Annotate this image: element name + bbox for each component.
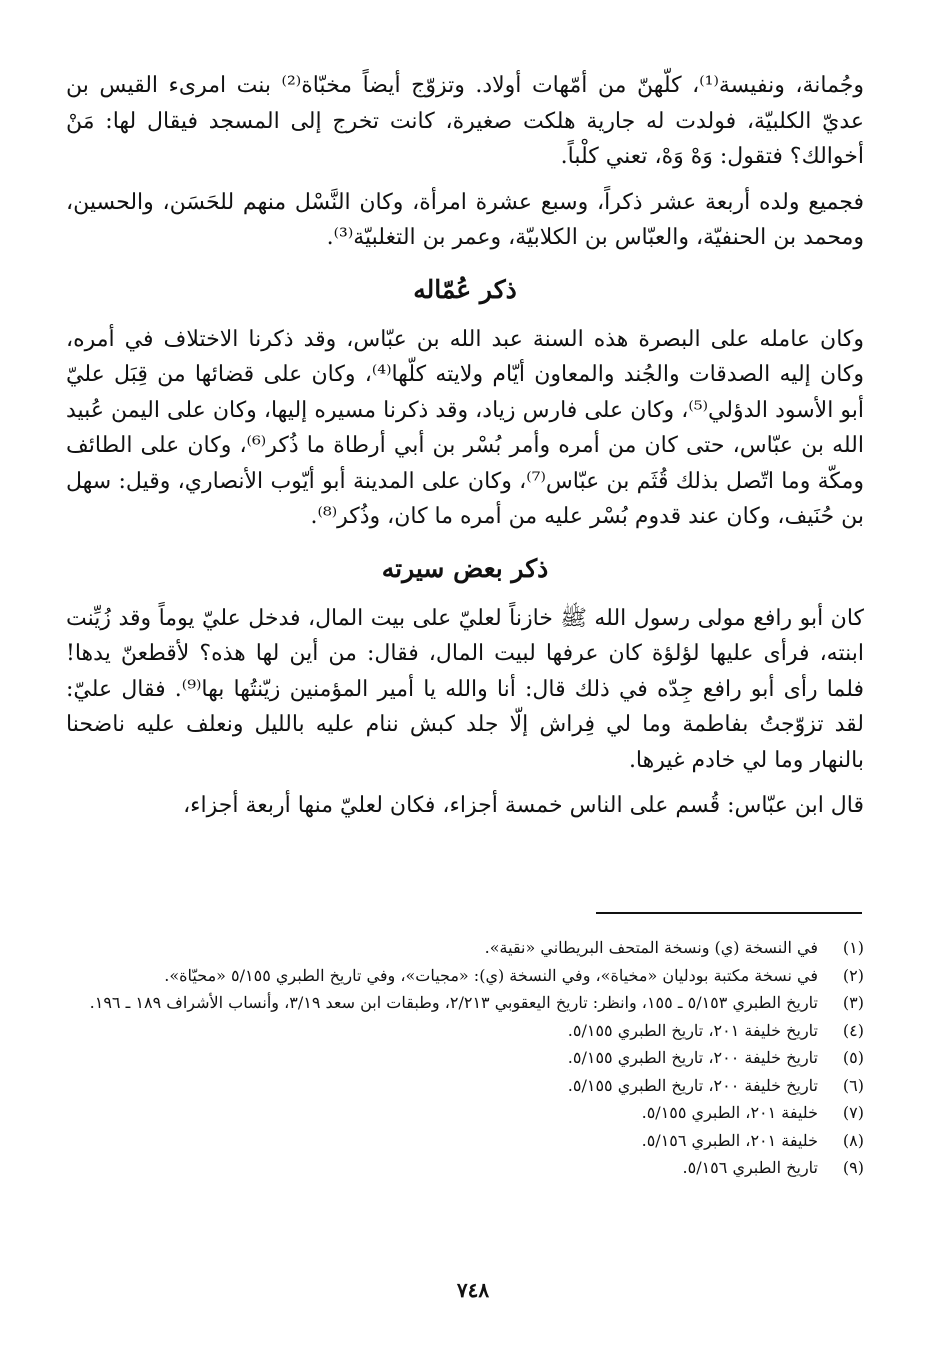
- page-number: ٧٤٨: [456, 1278, 490, 1302]
- footnote-number: (٧): [842, 1103, 864, 1122]
- footnote-item: [66, 989, 864, 1017]
- footnote-number: (٨): [842, 1130, 864, 1150]
- body-paragraph: وكان عامله على البصرة هذه السنة عبد الله بن عبّاس، وقد ذكرنا الاختلاف في أمره، وكان إليه الصدقات والجُند والمعاون أيّام ولايته كلّها⁽⁴⁾، وكان على قضائها من قِبَل عليّ أبو الأسود الدؤلي⁽⁵⁾، وكان على فارس زياد، وقد ذكرنا مسيره إليها، وكان على اليمن عُبيد الله بن عبّاس، حتى كان من أمره وأمر بُسْر بن أبي أرطاة ما ذُكر⁽⁶⁾، وكان على الطائف ومكّة وما اتّصل بذلك قُثَم بن عبّاس⁽⁷⁾، وكان على المدينة أبو أيّوب الأنصاري، وقيل: سهل بن حُنَيف، وكان عند قدوم بُسْر عليه من أمره ما كان، وذُكر⁽⁸⁾.: [66, 326, 864, 529]
- footnote-number: (٣): [842, 993, 864, 1012]
- footnote-text: تاريخ خليفة ٢٠٠، تاريخ الطبري ٥/١٥٥.: [567, 1048, 818, 1067]
- footnote-text: تاريخ خليفة ٢٠٠، تاريخ الطبري ٥/١٥٥.: [567, 1075, 818, 1095]
- footnote-item: [66, 1127, 864, 1155]
- footnote-number: (٤): [842, 1020, 864, 1040]
- section-heading-conduct: ذكر بعض سيرته: [381, 553, 549, 583]
- footnote-divider: [596, 912, 862, 914]
- footnote-text: في النسخة (ي) ونسخة المتحف البريطاني «نقية».: [484, 938, 818, 957]
- footnote-item: [66, 1017, 864, 1045]
- footnote-item: [66, 1099, 864, 1127]
- footnote-number: (٩): [842, 1158, 864, 1177]
- footnote-text: خليفة ٢٠١، الطبري ٥/١٥٦.: [641, 1130, 818, 1150]
- footnote-number: (٦): [842, 1075, 864, 1095]
- footnote-text: في نسخة مكتبة بودليان «مخياة»، وفي النسخة (ي): «مجيات»، وفي تاريخ الطبري ٥/١٥٥ «محيّاة».: [164, 965, 818, 985]
- main-text: [66, 68, 864, 824]
- footnote-text: تاريخ الطبري ٥/١٥٣ ـ ١٥٥، وانظر: تاريخ اليعقوبي ٢/٢١٣، وطبقات ابن سعد ٣/١٩، وأنساب الأشراف ١٨٩ ـ ١٩٦.: [89, 993, 818, 1012]
- footnote-item: [66, 934, 864, 962]
- body-paragraph: وجُمانة، ونفيسة⁽¹⁾، كلّهنّ من أمّهات أولاد. وتزوّج أيضاً مخبّاة⁽²⁾ بنت امرىء القيس بن عديّ الكلبيّة، فولدت له جارية هلكت صغيرة، كانت تخرج إلى المسجد فيقال لها: مَنْ أخوالك؟ فتقول: وَهْ وَهْ، تعني كلْباً.: [66, 73, 865, 169]
- body-paragraph: كان أبو رافع مولى رسول الله ﷺ خازناً لعليّ على بيت المال، فدخل عليّ يوماً وقد زُيِّنت ابنته، فرأى عليها لؤلؤة كان عرفها لبيت المال، فقال: من أين لها هذه؟ لأقطعنّ يدها! فلما رأى أبو رافع جِدّه في ذلك قال: أنا والله يا أمير المؤمنين زيّنتُها بها⁽⁹⁾. فقال عليّ: لقد تزوّجتُ بفاطمة وما لي فِراش إلّا جلد كبش ننام عليه بالليل ونعلف عليه ناضحنا بالنهار وما لي خادم غيرها.: [66, 605, 865, 773]
- footnote-text: خليفة ٢٠١، الطبري ٥/١٥٥.: [641, 1103, 818, 1122]
- footnote-number: (٥): [842, 1048, 864, 1067]
- footnote-item: [66, 1072, 864, 1100]
- footnote-number: (١): [842, 938, 864, 957]
- body-paragraph: قال ابن عبّاس: قُسم على الناس خمسة أجزاء، فكان لعليّ منها أربعة أجزاء،: [183, 793, 864, 818]
- footnote-item: [66, 1154, 864, 1182]
- footnote-text: تاريخ الطبري ٥/١٥٦.: [682, 1158, 818, 1177]
- footnote-item: [66, 1044, 864, 1072]
- section-heading-governors: ذكر عُمّاله: [413, 274, 517, 304]
- footnote-text: تاريخ خليفة ٢٠١، تاريخ الطبري ٥/١٥٥.: [567, 1020, 818, 1040]
- footnote-number: (٢): [842, 965, 864, 985]
- footnote-item: [66, 962, 864, 990]
- footnotes-list: [66, 934, 864, 1182]
- body-paragraph: فجميع ولده أربعة عشر ذكراً، وسبع عشرة امرأة، وكان النَّسْل منهم للحَسَن، والحسين، ومحمد بن الحنفيّة، والعبّاس بن الكلابيّة، وعمر بن التغلبيّة⁽³⁾.: [66, 189, 864, 250]
